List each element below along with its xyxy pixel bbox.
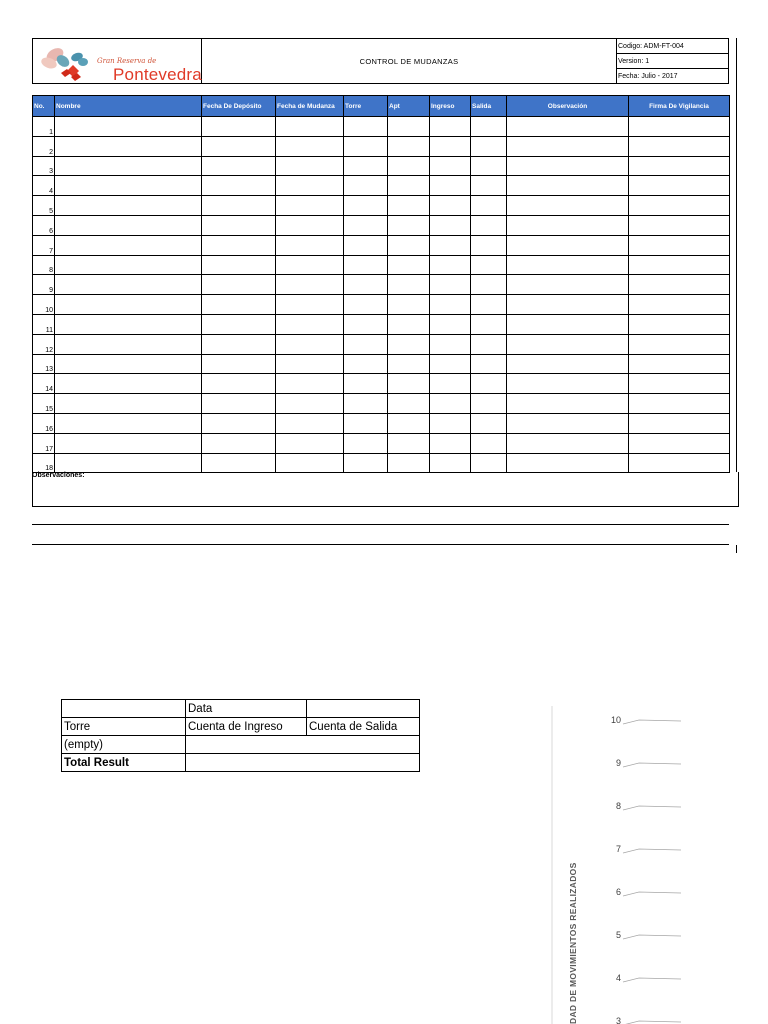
table-cell[interactable] — [202, 117, 276, 137]
table-cell[interactable] — [430, 275, 471, 295]
table-cell[interactable] — [202, 176, 276, 196]
table-row — [33, 215, 730, 235]
pivot-cell — [186, 736, 420, 754]
table-cell[interactable] — [471, 433, 507, 453]
pivot-cell: Cuenta de Salida — [307, 718, 420, 736]
table-cell[interactable] — [629, 433, 730, 453]
table-cell[interactable] — [471, 453, 507, 473]
table-cell[interactable] — [276, 117, 344, 137]
table-cell[interactable] — [276, 156, 344, 176]
pivot-table — [61, 699, 420, 772]
table-row — [33, 394, 730, 414]
table-cell[interactable] — [430, 255, 471, 275]
table-cell[interactable] — [388, 136, 430, 156]
table-cell[interactable] — [276, 295, 344, 315]
table-cell[interactable] — [388, 394, 430, 414]
row-number: 11 — [33, 314, 55, 334]
table-cell[interactable] — [344, 255, 388, 275]
table-cell[interactable] — [344, 295, 388, 315]
table-cell[interactable] — [202, 136, 276, 156]
table-cell[interactable] — [430, 176, 471, 196]
row-number: 17 — [33, 433, 55, 453]
row-number: 10 — [33, 295, 55, 315]
table-cell[interactable] — [388, 413, 430, 433]
table-cell[interactable] — [344, 196, 388, 216]
table-cell[interactable] — [388, 295, 430, 315]
table-cell[interactable] — [471, 215, 507, 235]
table-row — [33, 413, 730, 433]
signature-rule-1 — [32, 524, 729, 525]
table-cell[interactable] — [629, 394, 730, 414]
table-cell[interactable] — [344, 156, 388, 176]
table-cell[interactable] — [344, 235, 388, 255]
table-cell[interactable] — [629, 176, 730, 196]
table-cell[interactable] — [471, 413, 507, 433]
y-tick-label: 3 — [615, 1016, 621, 1024]
table-cell[interactable] — [344, 374, 388, 394]
table-cell[interactable] — [344, 176, 388, 196]
table-cell[interactable] — [430, 136, 471, 156]
table-row — [33, 334, 730, 354]
table-cell[interactable] — [430, 354, 471, 374]
table-cell[interactable] — [55, 215, 202, 235]
table-row — [33, 117, 730, 137]
table-cell[interactable] — [276, 235, 344, 255]
table-cell[interactable] — [430, 215, 471, 235]
table-cell[interactable] — [55, 156, 202, 176]
row-number: 5 — [33, 196, 55, 216]
table-cell[interactable] — [276, 215, 344, 235]
table-cell[interactable] — [507, 255, 629, 275]
col-header-nombre: Nombre — [55, 96, 202, 117]
row-number: 13 — [33, 354, 55, 374]
table-cell[interactable] — [202, 255, 276, 275]
table-cell[interactable] — [507, 354, 629, 374]
gridline — [623, 849, 681, 853]
table-cell[interactable] — [276, 394, 344, 414]
col-header-observacion: Observación — [507, 96, 629, 117]
row-number: 1 — [33, 117, 55, 137]
table-row — [33, 176, 730, 196]
flower-logo-icon — [37, 43, 97, 83]
table-cell[interactable] — [471, 394, 507, 414]
col-header-fecha-deposito: Fecha De Depósito — [202, 96, 276, 117]
pivot-cell — [62, 700, 186, 718]
table-cell[interactable] — [344, 334, 388, 354]
table-cell[interactable] — [55, 453, 202, 473]
table-row — [33, 295, 730, 315]
row-number: 6 — [33, 215, 55, 235]
table-cell[interactable] — [344, 453, 388, 473]
table-cell[interactable] — [471, 354, 507, 374]
col-header-firma: Firma De Vigilancia — [629, 96, 730, 117]
gridline — [623, 806, 681, 810]
row-number: 14 — [33, 374, 55, 394]
table-cell[interactable] — [507, 314, 629, 334]
table-cell[interactable] — [388, 354, 430, 374]
table-row — [33, 433, 730, 453]
table-cell[interactable] — [629, 255, 730, 275]
table-cell[interactable] — [629, 295, 730, 315]
table-cell[interactable] — [202, 295, 276, 315]
table-row — [33, 156, 730, 176]
table-cell[interactable] — [388, 176, 430, 196]
table-cell[interactable] — [507, 334, 629, 354]
gridline — [623, 978, 681, 982]
table-cell[interactable] — [430, 196, 471, 216]
table-cell[interactable] — [507, 136, 629, 156]
table-cell[interactable] — [55, 235, 202, 255]
table-cell[interactable] — [507, 275, 629, 295]
row-number: 15 — [33, 394, 55, 414]
table-cell[interactable] — [388, 156, 430, 176]
table-cell[interactable] — [388, 453, 430, 473]
company-logo — [37, 43, 202, 84]
table-cell[interactable] — [276, 453, 344, 473]
table-cell[interactable] — [276, 196, 344, 216]
table-cell[interactable] — [629, 314, 730, 334]
table-cell[interactable] — [344, 117, 388, 137]
table-cell[interactable] — [507, 295, 629, 315]
table-row — [33, 374, 730, 394]
table-cell[interactable] — [388, 255, 430, 275]
table-cell[interactable] — [55, 295, 202, 315]
table-cell[interactable] — [507, 235, 629, 255]
table-cell[interactable] — [507, 374, 629, 394]
table-cell[interactable] — [471, 255, 507, 275]
table-cell[interactable] — [388, 215, 430, 235]
observations-box[interactable] — [32, 472, 739, 507]
table-cell[interactable] — [276, 275, 344, 295]
table-row — [33, 235, 730, 255]
table-cell[interactable] — [344, 215, 388, 235]
table-row — [33, 453, 730, 473]
table-cell[interactable] — [430, 117, 471, 137]
table-cell[interactable] — [471, 275, 507, 295]
table-cell[interactable] — [629, 136, 730, 156]
table-cell[interactable] — [471, 295, 507, 315]
table-cell[interactable] — [629, 374, 730, 394]
table-cell[interactable] — [471, 374, 507, 394]
pivot-cell: Torre — [62, 718, 186, 736]
pivot-row — [62, 754, 420, 772]
table-cell[interactable] — [430, 413, 471, 433]
table-cell[interactable] — [629, 334, 730, 354]
table-cell[interactable] — [629, 413, 730, 433]
table-cell[interactable] — [55, 413, 202, 433]
table-cell[interactable] — [55, 433, 202, 453]
logo-tagline: Gran Reserva de — [97, 57, 157, 65]
form-code: Codigo: ADM-FT-004 — [617, 39, 729, 54]
row-number: 8 — [33, 255, 55, 275]
table-row — [33, 314, 730, 334]
form-header — [32, 38, 729, 84]
table-cell[interactable] — [507, 413, 629, 433]
pivot-row — [62, 700, 420, 718]
table-cell[interactable] — [55, 117, 202, 137]
pivot-cell: (empty) — [62, 736, 186, 754]
table-row — [33, 196, 730, 216]
movements-chart — [551, 706, 768, 1024]
table-cell[interactable] — [202, 433, 276, 453]
col-header-fecha-mudanza: Fecha de Mudanza — [276, 96, 344, 117]
logo-brand: Pontevedra — [113, 65, 202, 84]
table-cell[interactable] — [388, 117, 430, 137]
col-header-apt: Apt — [388, 96, 430, 117]
y-tick-label: 8 — [615, 801, 621, 811]
table-cell[interactable] — [430, 394, 471, 414]
moves-table — [32, 95, 730, 473]
table-cell[interactable] — [430, 314, 471, 334]
table-cell[interactable] — [344, 433, 388, 453]
table-cell[interactable] — [55, 334, 202, 354]
page-edge-mark — [736, 545, 737, 553]
table-cell[interactable] — [276, 255, 344, 275]
table-cell[interactable] — [430, 295, 471, 315]
row-number: 9 — [33, 275, 55, 295]
y-tick-label: 9 — [615, 758, 621, 768]
table-cell[interactable] — [55, 196, 202, 216]
table-cell[interactable] — [507, 215, 629, 235]
table-cell[interactable] — [344, 354, 388, 374]
table-cell[interactable] — [55, 374, 202, 394]
row-number: 4 — [33, 176, 55, 196]
table-cell[interactable] — [507, 394, 629, 414]
pivot-cell — [307, 700, 420, 718]
table-cell[interactable] — [202, 354, 276, 374]
table-cell[interactable] — [202, 394, 276, 414]
row-number: 18 — [33, 453, 55, 473]
chart-y-axis-label: DAD DE MOVIMIENTOS REALIZADOS — [568, 862, 578, 1024]
gridline — [623, 935, 681, 939]
table-cell[interactable] — [629, 453, 730, 473]
table-cell[interactable] — [202, 156, 276, 176]
table-cell[interactable] — [430, 156, 471, 176]
table-cell[interactable] — [388, 235, 430, 255]
table-cell[interactable] — [629, 354, 730, 374]
signature-rule-2 — [32, 544, 729, 545]
table-cell[interactable] — [55, 255, 202, 275]
table-cell[interactable] — [629, 235, 730, 255]
table-cell[interactable] — [202, 196, 276, 216]
pivot-total-label: Total Result — [62, 754, 186, 772]
table-cell[interactable] — [507, 176, 629, 196]
form-title: CONTROL DE MUDANZAS — [202, 39, 617, 84]
observations-label: Observaciones: — [32, 472, 85, 479]
table-cell[interactable] — [430, 433, 471, 453]
table-cell[interactable] — [202, 235, 276, 255]
table-cell[interactable] — [55, 394, 202, 414]
table-cell[interactable] — [388, 275, 430, 295]
table-cell[interactable] — [55, 136, 202, 156]
table-cell[interactable] — [202, 314, 276, 334]
table-cell[interactable] — [471, 176, 507, 196]
table-cell[interactable] — [430, 334, 471, 354]
table-cell[interactable] — [202, 275, 276, 295]
table-cell[interactable] — [629, 117, 730, 137]
table-cell[interactable] — [471, 314, 507, 334]
table-cell[interactable] — [471, 156, 507, 176]
y-tick-label: 10 — [610, 715, 621, 725]
row-number: 3 — [33, 156, 55, 176]
table-cell[interactable] — [430, 453, 471, 473]
table-cell[interactable] — [507, 156, 629, 176]
table-row — [33, 275, 730, 295]
y-tick-label: 5 — [615, 930, 621, 940]
table-cell[interactable] — [507, 453, 629, 473]
table-cell[interactable] — [276, 433, 344, 453]
form-date: Fecha: Julio - 2017 — [617, 69, 729, 84]
table-cell[interactable] — [471, 334, 507, 354]
table-cell[interactable] — [276, 176, 344, 196]
gridline — [623, 720, 681, 724]
col-header-no: No. — [33, 96, 55, 117]
table-cell[interactable] — [276, 334, 344, 354]
table-cell[interactable] — [55, 275, 202, 295]
form-version: Version: 1 — [617, 54, 729, 69]
table-cell[interactable] — [202, 374, 276, 394]
table-cell[interactable] — [629, 215, 730, 235]
gridline — [623, 892, 681, 896]
y-tick-label: 6 — [615, 887, 621, 897]
table-cell[interactable] — [344, 275, 388, 295]
table-cell[interactable] — [55, 314, 202, 334]
table-cell[interactable] — [276, 374, 344, 394]
table-cell[interactable] — [629, 196, 730, 216]
table-cell[interactable] — [471, 196, 507, 216]
col-header-torre: Torre — [344, 96, 388, 117]
row-number: 2 — [33, 136, 55, 156]
table-cell[interactable] — [507, 196, 629, 216]
table-cell[interactable] — [344, 394, 388, 414]
pivot-cell: Cuenta de Ingreso — [186, 718, 307, 736]
table-cell[interactable] — [388, 314, 430, 334]
pivot-cell — [186, 754, 420, 772]
row-number: 16 — [33, 413, 55, 433]
table-cell[interactable] — [202, 453, 276, 473]
table-cell[interactable] — [388, 196, 430, 216]
table-row — [33, 354, 730, 374]
row-number: 12 — [33, 334, 55, 354]
table-cell[interactable] — [629, 156, 730, 176]
table-cell[interactable] — [55, 354, 202, 374]
gridline — [623, 763, 681, 767]
y-tick-label: 4 — [615, 973, 621, 983]
logo-cell — [33, 39, 202, 84]
table-cell[interactable] — [276, 413, 344, 433]
table-cell[interactable] — [507, 117, 629, 137]
table-cell[interactable] — [471, 117, 507, 137]
table-cell[interactable] — [507, 433, 629, 453]
pivot-row — [62, 736, 420, 754]
table-row — [33, 255, 730, 275]
table-cell[interactable] — [344, 314, 388, 334]
table-cell[interactable] — [55, 176, 202, 196]
table-cell[interactable] — [202, 334, 276, 354]
right-border-line — [736, 38, 737, 472]
table-cell[interactable] — [276, 136, 344, 156]
pivot-row — [62, 718, 420, 736]
table-cell[interactable] — [388, 374, 430, 394]
table-cell[interactable] — [430, 374, 471, 394]
table-cell[interactable] — [276, 314, 344, 334]
table-cell[interactable] — [629, 275, 730, 295]
table-cell[interactable] — [344, 413, 388, 433]
pivot-cell: Data — [186, 700, 307, 718]
table-cell[interactable] — [430, 235, 471, 255]
table-cell[interactable] — [388, 334, 430, 354]
table-header-row — [33, 96, 730, 117]
table-cell[interactable] — [388, 433, 430, 453]
table-cell[interactable] — [344, 136, 388, 156]
table-cell[interactable] — [202, 215, 276, 235]
table-cell[interactable] — [202, 413, 276, 433]
y-tick-label: 7 — [615, 844, 621, 854]
table-row — [33, 136, 730, 156]
table-cell[interactable] — [276, 354, 344, 374]
col-header-ingreso: Ingreso — [430, 96, 471, 117]
row-number: 7 — [33, 235, 55, 255]
table-cell[interactable] — [471, 136, 507, 156]
table-cell[interactable] — [471, 235, 507, 255]
col-header-salida: Salida — [471, 96, 507, 117]
